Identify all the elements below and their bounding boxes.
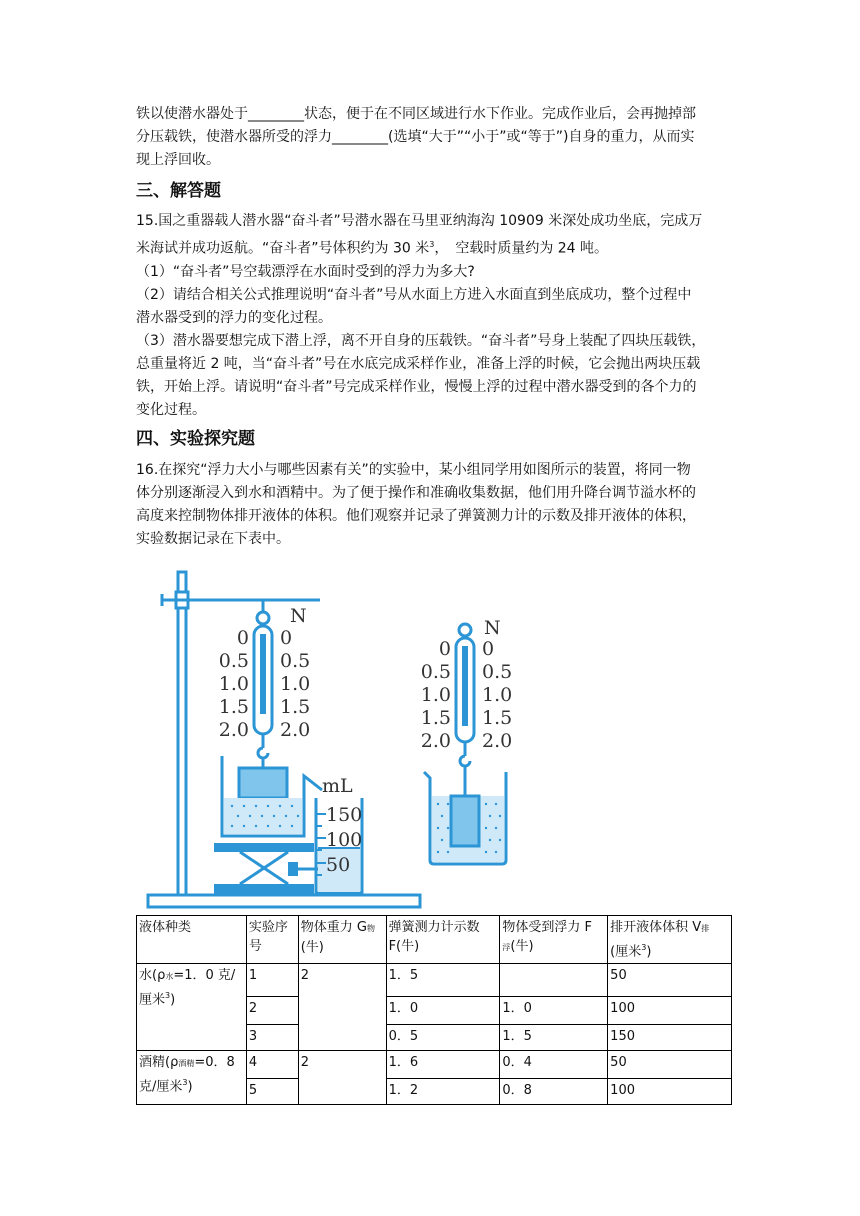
- scale-label: 1.0: [420, 684, 451, 706]
- unit-n-label: N: [484, 617, 501, 639]
- header-text: 物体受到浮力 F: [502, 920, 592, 935]
- seq-cell: 5: [246, 1079, 298, 1105]
- scale-label: 0: [438, 638, 451, 660]
- seq-cell: 4: [246, 1051, 298, 1079]
- cell-text: =0．8: [194, 1055, 235, 1071]
- volume-cell: 150: [608, 1025, 732, 1051]
- cylinder-mark: 100: [326, 829, 363, 851]
- reading-cell: 1．2: [386, 1079, 500, 1105]
- lifting-platform: [214, 843, 320, 894]
- reading-cell: 0．5: [386, 1025, 500, 1051]
- header-text: 实验序: [248, 920, 288, 935]
- cylinder-mark: 50: [326, 854, 351, 876]
- sub-question-1: （1）“奋斗者”号空载漂浮在水面时受到的浮力为多大?: [136, 263, 475, 280]
- reading-cell: 1．6: [386, 1051, 500, 1079]
- seq-cell: 2: [246, 997, 298, 1025]
- header-text: (牛): [300, 940, 324, 955]
- scale-label: 1.5: [420, 707, 451, 729]
- volume-cell: 100: [608, 997, 732, 1025]
- data-table: [136, 915, 732, 1105]
- answer-blank[interactable]: ________: [248, 106, 304, 122]
- weight-cell: 2: [298, 1051, 386, 1105]
- scale-label: 0.5: [218, 650, 249, 672]
- header-text: 弹簧测力计示数: [388, 920, 480, 935]
- scale-label: 1.5: [280, 696, 311, 718]
- superscript: 3: [165, 991, 171, 1001]
- section-heading-4: 四、实验探究题: [136, 429, 255, 449]
- table-row: [137, 1051, 732, 1079]
- seq-cell: 3: [246, 1025, 298, 1051]
- text: (选填“大于”“小于”或“等于”)自身的重力，从而实: [388, 129, 695, 145]
- buoyancy-cell: 0．8: [500, 1079, 608, 1105]
- section-heading-3: 三、解答题: [136, 181, 221, 201]
- scale-label: 2.0: [280, 719, 311, 741]
- text: 总重量将近 2 吨，当“奋斗者”号在水底完成采样作业，准备上浮的时候，它会抛出两块压载: [136, 355, 701, 372]
- scale-label: 0.5: [420, 661, 451, 683]
- header-seq: [246, 916, 298, 964]
- header-text: (牛): [510, 939, 534, 954]
- header-buoyancy: [500, 916, 608, 964]
- superscript: 3: [641, 943, 647, 952]
- buoyancy-cell[interactable]: [500, 964, 608, 997]
- text: 变化过程。: [136, 401, 206, 418]
- scale-label: 1.5: [482, 707, 513, 729]
- liquid-water-cell: [137, 964, 247, 1051]
- subscript: 酒精: [178, 1059, 195, 1069]
- cell-text: =1．0 克/: [173, 968, 236, 984]
- scale-label: 0: [482, 638, 495, 660]
- header-reading: [386, 916, 500, 964]
- buoyancy-cell: 1．0: [500, 997, 608, 1025]
- text: 15.国之重器载人潜水器“奋斗者”号潜水器在马里亚纳海沟 10909 米深处成功坐底，完成万: [136, 213, 703, 229]
- buoyancy-cell: 1．5: [500, 1025, 608, 1051]
- unit-n-label: N: [290, 605, 307, 627]
- header-text: F(牛): [388, 939, 420, 954]
- cylinder-mark: 150: [326, 804, 363, 826]
- table-row: [137, 964, 732, 997]
- text: ， 空载时质量约为 24 吨。: [434, 240, 609, 257]
- answer-blank[interactable]: ________: [332, 129, 388, 145]
- header-volume: [608, 916, 732, 964]
- sub-question-2: （2）请结合相关公式推理说明“奋斗者”号从水面上方进入水面直到坐底成功，整个过程中: [136, 286, 692, 303]
- reading-cell: 1．0: [386, 997, 500, 1025]
- scale-label: 2.0: [420, 730, 451, 752]
- subscript: 排: [701, 924, 710, 933]
- text: 现上浮回收。: [136, 152, 220, 168]
- text: 状态，便于在不同区域进行水下作业。完成作业后，会再抛掉部: [304, 106, 696, 122]
- cell-text: 厘米: [139, 992, 166, 1008]
- scale-label: 0.5: [280, 650, 311, 672]
- header-text: 液体种类: [139, 920, 192, 935]
- subscript: 浮: [502, 943, 511, 952]
- header-text: 号: [248, 939, 262, 954]
- cell-text: 酒精(ρ: [139, 1055, 179, 1071]
- superscript: 3: [182, 1078, 188, 1088]
- scale-label: 0: [280, 627, 293, 649]
- header-text: ): [646, 944, 652, 960]
- overflow-cup: [222, 756, 322, 836]
- seq-cell: 1: [246, 964, 298, 997]
- cell-text: ): [187, 1079, 193, 1095]
- text: 体分别逐渐浸入到水和酒精中。为了便于操作和准确收集数据，他们用升降台调节溢水杯的: [136, 485, 696, 501]
- table-header-row: [137, 916, 732, 964]
- text: 米海试并成功返航。“奋斗者”号体积约为 30 米: [136, 240, 430, 257]
- weight-cell: 2: [298, 964, 386, 1051]
- spring-scale-right: [456, 624, 474, 796]
- volume-cell: 100: [608, 1079, 732, 1105]
- text: 铁以使潜水器处于: [136, 106, 248, 122]
- volume-cell: 50: [608, 1051, 732, 1079]
- experiment-figure: [140, 560, 540, 915]
- top-paragraph: [136, 103, 736, 172]
- text: 潜水器受到的浮力的变化过程。: [136, 309, 332, 326]
- scale-label: 1.0: [280, 673, 311, 695]
- question-16: [136, 459, 736, 551]
- text: 实验数据记录在下表中。: [136, 531, 290, 547]
- header-text: (厘米: [610, 944, 642, 960]
- subscript: 水: [165, 972, 174, 982]
- reading-cell: 1．5: [386, 964, 500, 997]
- buoyancy-cell: 0．4: [500, 1051, 608, 1079]
- scale-label: 0: [236, 627, 249, 649]
- cell-text: ): [170, 992, 176, 1008]
- cell-text: 水(ρ: [139, 968, 166, 984]
- scale-label: 1.5: [218, 696, 249, 718]
- header-text: 排开液体体积 V: [610, 920, 702, 935]
- question-15: [136, 210, 736, 422]
- sub-question-3: （3）潜水器要想完成下潜上浮，离不开自身的压载铁。“奋斗者”号身上装配了四块压载铁，: [136, 332, 706, 349]
- cylinder-unit-label: mL: [322, 775, 353, 797]
- superscript: 3: [429, 240, 435, 249]
- text: 高度来控制物体排开液体的体积。他们观察并记录了弹簧测力计的示数及排开液体的体积，: [136, 508, 696, 524]
- cell-text: 克/厘米: [139, 1079, 183, 1095]
- scale-label: 1.0: [218, 673, 249, 695]
- text: 铁，开始上浮。请说明“奋斗者”号完成采样作业，慢慢上浮的过程中潜水器受到的各个力的: [136, 378, 697, 395]
- volume-cell: 50: [608, 964, 732, 997]
- scale-label: 2.0: [218, 719, 249, 741]
- header-text: 物体重力 G: [300, 920, 367, 935]
- subscript: 物: [366, 924, 375, 933]
- liquid-alcohol-cell: [137, 1051, 247, 1105]
- text: 分压载铁，使潜水器所受的浮力: [136, 129, 332, 145]
- header-liquid: [137, 916, 247, 964]
- scale-label: 2.0: [482, 730, 513, 752]
- header-weight: [298, 916, 386, 964]
- text: 16.在探究“浮力大小与哪些因素有关”的实验中，某小组同学用如图所示的装置，将同一物: [136, 462, 691, 478]
- spring-scale-left: [254, 600, 272, 758]
- scale-label: 1.0: [482, 684, 513, 706]
- scale-label: 0.5: [482, 661, 513, 683]
